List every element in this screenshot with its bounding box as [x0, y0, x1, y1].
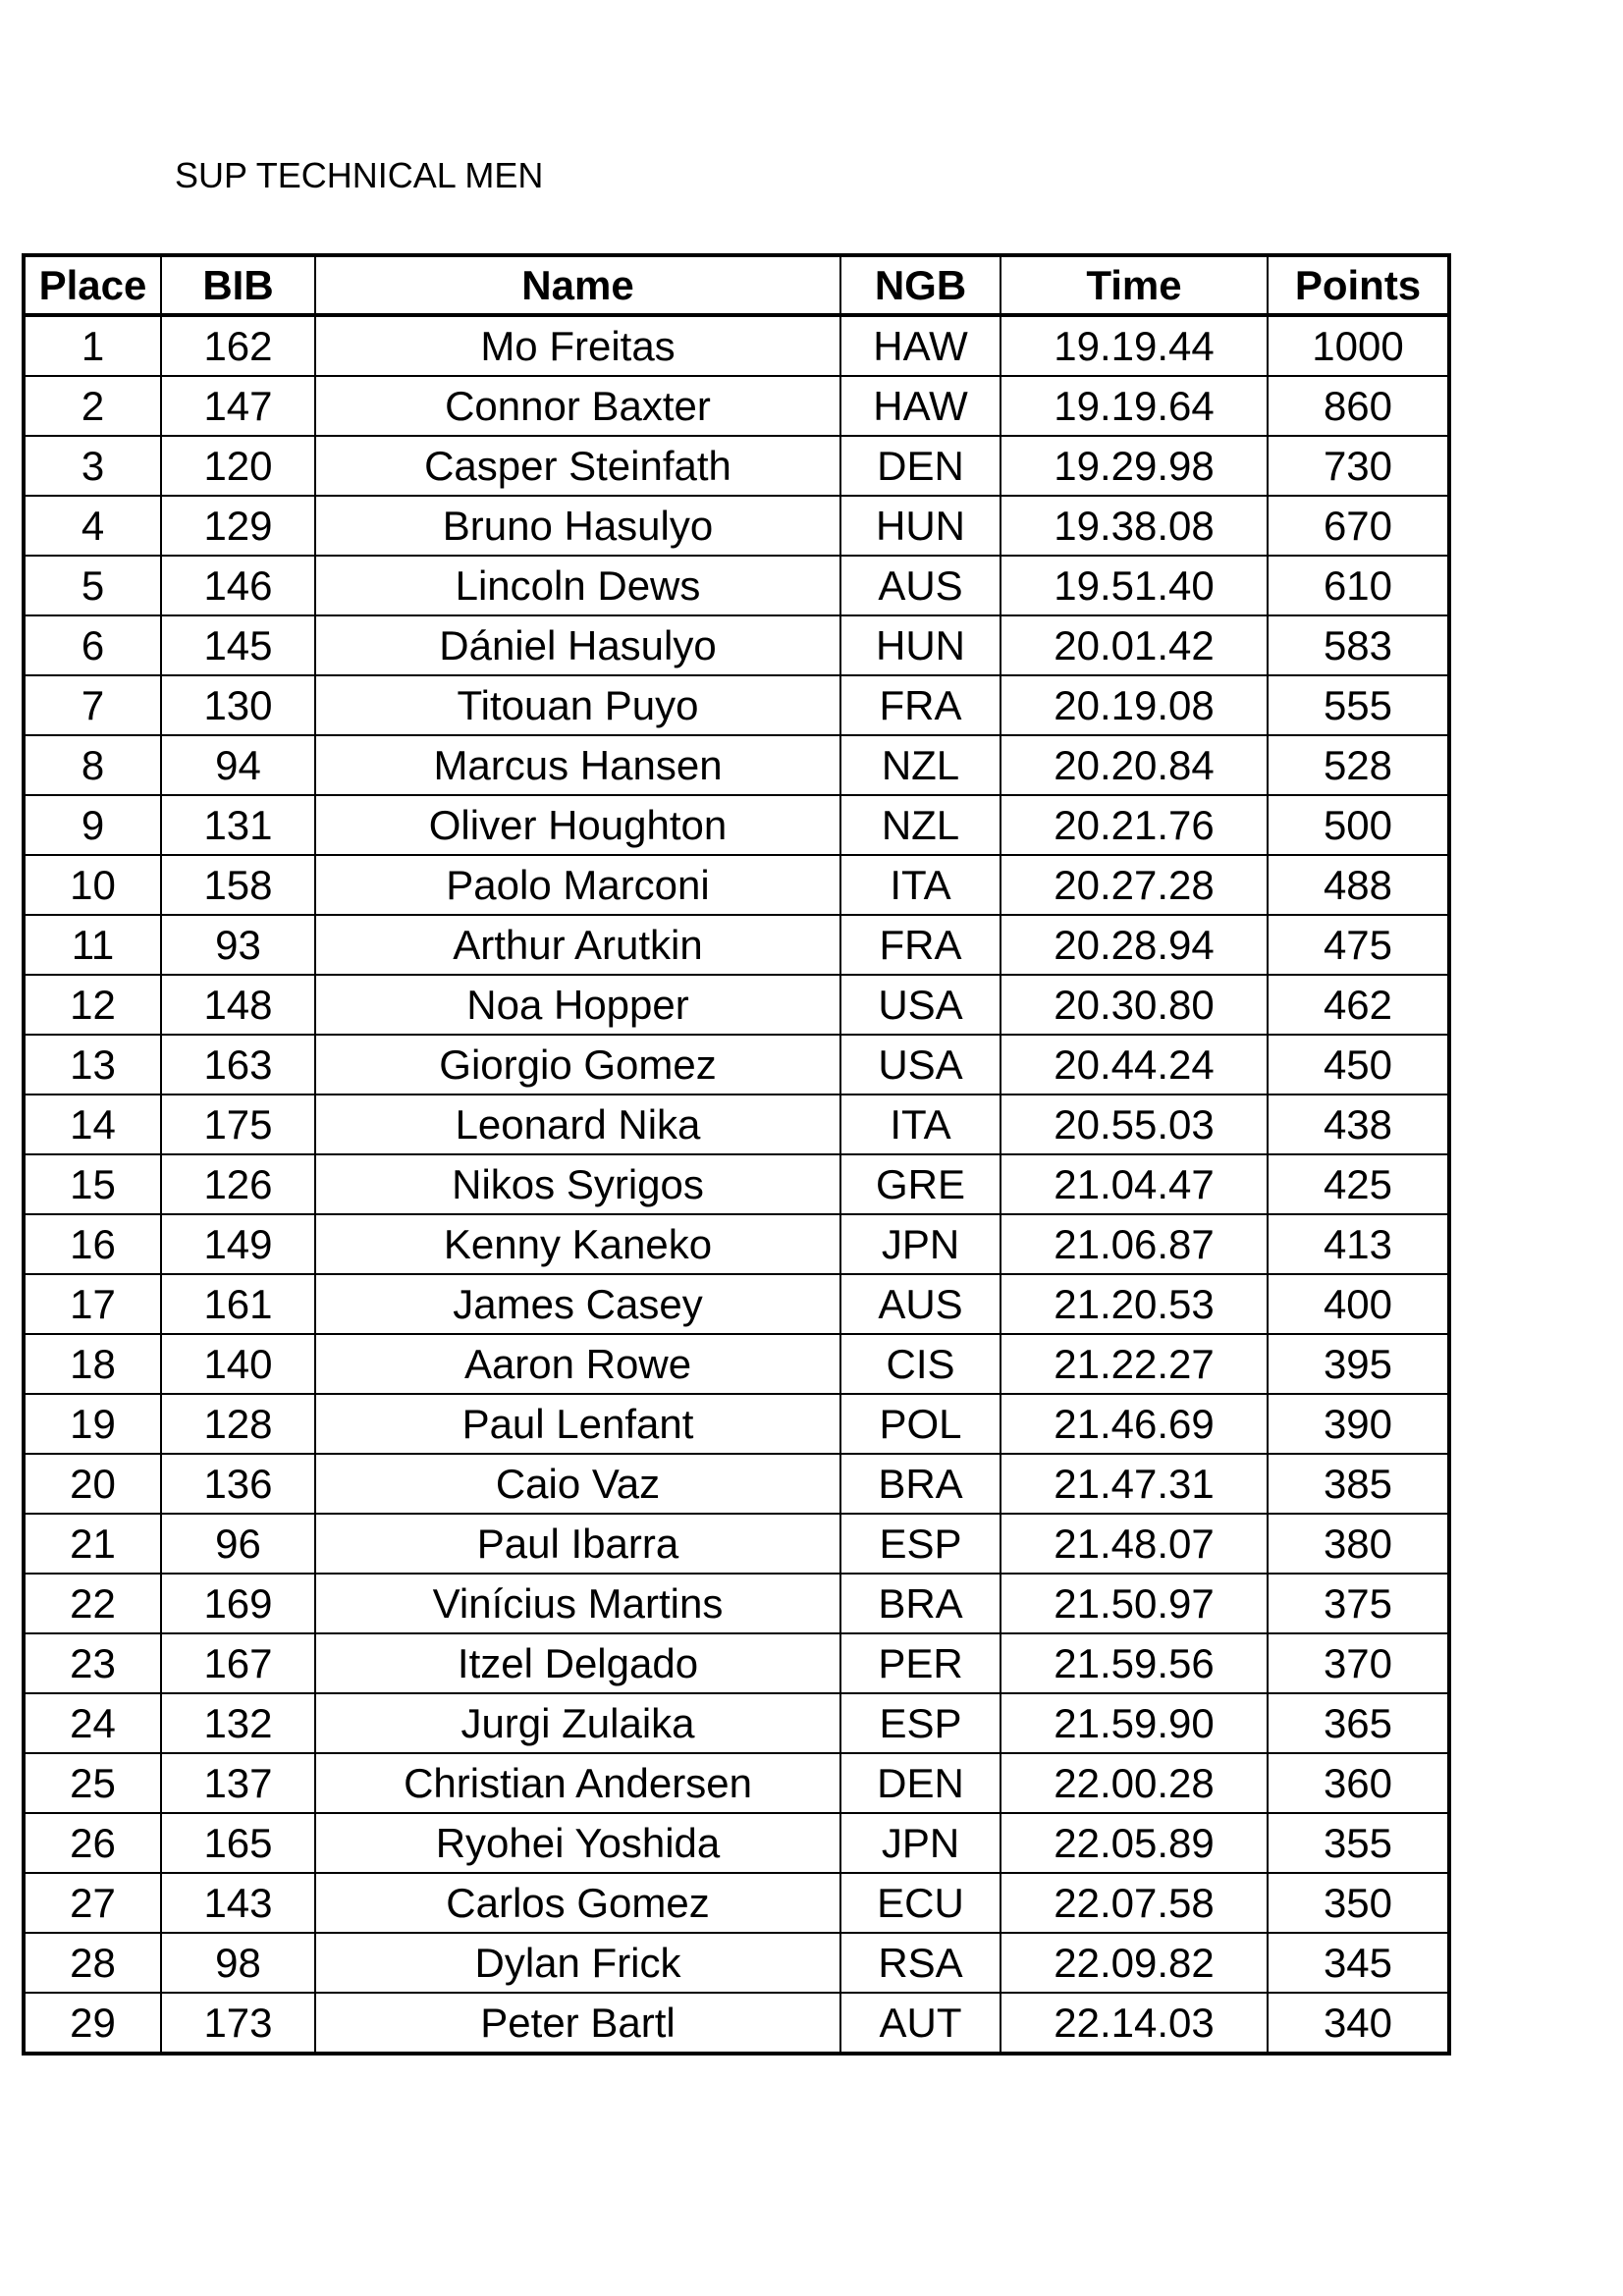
results-table [22, 253, 1451, 2056]
header-bib: BIB [161, 255, 315, 315]
cell-name: Noa Hopper [315, 975, 840, 1035]
cell-bib: 136 [161, 1454, 315, 1514]
cell-ngb: JPN [840, 1214, 1001, 1274]
cell-time: 19.38.08 [1001, 496, 1268, 556]
table-row [24, 1633, 1449, 1693]
cell-points: 370 [1268, 1633, 1449, 1693]
cell-name: Paul Ibarra [315, 1514, 840, 1574]
cell-place: 16 [24, 1214, 161, 1274]
cell-points: 375 [1268, 1574, 1449, 1633]
table-row [24, 795, 1449, 855]
cell-ngb: ITA [840, 1095, 1001, 1154]
cell-points: 425 [1268, 1154, 1449, 1214]
cell-points: 385 [1268, 1454, 1449, 1514]
header-name: Name [315, 255, 840, 315]
header-place: Place [24, 255, 161, 315]
cell-time: 20.28.94 [1001, 915, 1268, 975]
page-title: SUP TECHNICAL MEN [175, 155, 544, 195]
cell-place: 12 [24, 975, 161, 1035]
table-row [24, 1214, 1449, 1274]
cell-place: 17 [24, 1274, 161, 1334]
cell-ngb: NZL [840, 795, 1001, 855]
cell-name: Vinícius Martins [315, 1574, 840, 1633]
cell-place: 19 [24, 1394, 161, 1454]
cell-points: 583 [1268, 615, 1449, 675]
cell-points: 528 [1268, 735, 1449, 795]
cell-bib: 173 [161, 1993, 315, 2054]
table-row [24, 915, 1449, 975]
cell-ngb: ITA [840, 855, 1001, 915]
table-row [24, 315, 1449, 376]
cell-bib: 137 [161, 1753, 315, 1813]
cell-bib: 158 [161, 855, 315, 915]
cell-place: 9 [24, 795, 161, 855]
cell-bib: 163 [161, 1035, 315, 1095]
cell-bib: 147 [161, 376, 315, 436]
cell-ngb: DEN [840, 436, 1001, 496]
cell-ngb: AUS [840, 1274, 1001, 1334]
header-time: Time [1001, 255, 1268, 315]
cell-name: Dániel Hasulyo [315, 615, 840, 675]
table-row [24, 855, 1449, 915]
table-row [24, 1514, 1449, 1574]
cell-time: 21.59.56 [1001, 1633, 1268, 1693]
table-row [24, 376, 1449, 436]
cell-ngb: DEN [840, 1753, 1001, 1813]
cell-time: 21.48.07 [1001, 1514, 1268, 1574]
cell-name: Paolo Marconi [315, 855, 840, 915]
cell-points: 860 [1268, 376, 1449, 436]
cell-ngb: ESP [840, 1514, 1001, 1574]
cell-points: 462 [1268, 975, 1449, 1035]
cell-name: Paul Lenfant [315, 1394, 840, 1454]
cell-bib: 129 [161, 496, 315, 556]
table-row [24, 1753, 1449, 1813]
cell-time: 21.22.27 [1001, 1334, 1268, 1394]
cell-name: Nikos Syrigos [315, 1154, 840, 1214]
cell-time: 20.01.42 [1001, 615, 1268, 675]
table-row [24, 556, 1449, 615]
cell-bib: 126 [161, 1154, 315, 1214]
table-row [24, 1095, 1449, 1154]
cell-points: 355 [1268, 1813, 1449, 1873]
cell-place: 14 [24, 1095, 161, 1154]
cell-time: 19.51.40 [1001, 556, 1268, 615]
cell-place: 26 [24, 1813, 161, 1873]
cell-bib: 165 [161, 1813, 315, 1873]
cell-bib: 96 [161, 1514, 315, 1574]
cell-place: 1 [24, 315, 161, 376]
table-row [24, 1274, 1449, 1334]
cell-time: 20.55.03 [1001, 1095, 1268, 1154]
cell-points: 610 [1268, 556, 1449, 615]
results-body [24, 315, 1449, 2054]
cell-bib: 130 [161, 675, 315, 735]
cell-time: 22.09.82 [1001, 1933, 1268, 1993]
cell-points: 488 [1268, 855, 1449, 915]
cell-points: 730 [1268, 436, 1449, 496]
cell-place: 22 [24, 1574, 161, 1633]
cell-ngb: ECU [840, 1873, 1001, 1933]
cell-place: 10 [24, 855, 161, 915]
table-row [24, 1813, 1449, 1873]
cell-bib: 146 [161, 556, 315, 615]
cell-time: 22.05.89 [1001, 1813, 1268, 1873]
cell-name: Caio Vaz [315, 1454, 840, 1514]
cell-points: 340 [1268, 1993, 1449, 2054]
cell-bib: 93 [161, 915, 315, 975]
cell-bib: 143 [161, 1873, 315, 1933]
cell-points: 350 [1268, 1873, 1449, 1933]
cell-bib: 149 [161, 1214, 315, 1274]
cell-ngb: NZL [840, 735, 1001, 795]
cell-name: Itzel Delgado [315, 1633, 840, 1693]
cell-time: 19.29.98 [1001, 436, 1268, 496]
cell-ngb: FRA [840, 675, 1001, 735]
table-row [24, 1454, 1449, 1514]
table-row [24, 1035, 1449, 1095]
cell-bib: 167 [161, 1633, 315, 1693]
cell-ngb: BRA [840, 1454, 1001, 1514]
cell-bib: 162 [161, 315, 315, 376]
cell-place: 3 [24, 436, 161, 496]
table-row [24, 1334, 1449, 1394]
cell-bib: 161 [161, 1274, 315, 1334]
cell-points: 390 [1268, 1394, 1449, 1454]
cell-time: 21.47.31 [1001, 1454, 1268, 1514]
table-row [24, 1394, 1449, 1454]
cell-ngb: HUN [840, 615, 1001, 675]
cell-name: Casper Steinfath [315, 436, 840, 496]
cell-points: 670 [1268, 496, 1449, 556]
cell-points: 500 [1268, 795, 1449, 855]
table-row [24, 1933, 1449, 1993]
cell-bib: 140 [161, 1334, 315, 1394]
cell-ngb: JPN [840, 1813, 1001, 1873]
cell-time: 20.19.08 [1001, 675, 1268, 735]
cell-ngb: BRA [840, 1574, 1001, 1633]
cell-name: Bruno Hasulyo [315, 496, 840, 556]
cell-ngb: USA [840, 975, 1001, 1035]
cell-name: Carlos Gomez [315, 1873, 840, 1933]
cell-name: Connor Baxter [315, 376, 840, 436]
cell-points: 360 [1268, 1753, 1449, 1813]
header-points: Points [1268, 255, 1449, 315]
cell-name: Kenny Kaneko [315, 1214, 840, 1274]
cell-points: 395 [1268, 1334, 1449, 1394]
cell-bib: 132 [161, 1693, 315, 1753]
header-row [24, 255, 1449, 315]
cell-place: 4 [24, 496, 161, 556]
cell-points: 1000 [1268, 315, 1449, 376]
cell-name: Titouan Puyo [315, 675, 840, 735]
cell-ngb: HAW [840, 376, 1001, 436]
cell-place: 2 [24, 376, 161, 436]
cell-name: Arthur Arutkin [315, 915, 840, 975]
cell-place: 18 [24, 1334, 161, 1394]
cell-name: Marcus Hansen [315, 735, 840, 795]
cell-time: 21.46.69 [1001, 1394, 1268, 1454]
cell-time: 19.19.64 [1001, 376, 1268, 436]
cell-name: Leonard Nika [315, 1095, 840, 1154]
cell-name: Ryohei Yoshida [315, 1813, 840, 1873]
cell-time: 20.20.84 [1001, 735, 1268, 795]
cell-ngb: HAW [840, 315, 1001, 376]
cell-bib: 120 [161, 436, 315, 496]
cell-place: 24 [24, 1693, 161, 1753]
cell-place: 20 [24, 1454, 161, 1514]
cell-place: 21 [24, 1514, 161, 1574]
cell-place: 6 [24, 615, 161, 675]
cell-place: 7 [24, 675, 161, 735]
table-row [24, 1993, 1449, 2054]
cell-time: 21.50.97 [1001, 1574, 1268, 1633]
cell-points: 555 [1268, 675, 1449, 735]
cell-place: 15 [24, 1154, 161, 1214]
cell-name: Giorgio Gomez [315, 1035, 840, 1095]
cell-ngb: HUN [840, 496, 1001, 556]
table-row [24, 975, 1449, 1035]
cell-points: 438 [1268, 1095, 1449, 1154]
cell-points: 380 [1268, 1514, 1449, 1574]
cell-name: Jurgi Zulaika [315, 1693, 840, 1753]
header-ngb: NGB [840, 255, 1001, 315]
cell-place: 5 [24, 556, 161, 615]
cell-time: 22.00.28 [1001, 1753, 1268, 1813]
table-row [24, 735, 1449, 795]
cell-name: Mo Freitas [315, 315, 840, 376]
cell-bib: 148 [161, 975, 315, 1035]
cell-ngb: RSA [840, 1933, 1001, 1993]
cell-place: 27 [24, 1873, 161, 1933]
cell-ngb: FRA [840, 915, 1001, 975]
cell-name: Peter Bartl [315, 1993, 840, 2054]
cell-ngb: AUT [840, 1993, 1001, 2054]
cell-bib: 131 [161, 795, 315, 855]
table-row [24, 1693, 1449, 1753]
cell-time: 21.20.53 [1001, 1274, 1268, 1334]
cell-ngb: POL [840, 1394, 1001, 1454]
cell-bib: 145 [161, 615, 315, 675]
cell-time: 20.21.76 [1001, 795, 1268, 855]
cell-name: James Casey [315, 1274, 840, 1334]
cell-place: 28 [24, 1933, 161, 1993]
cell-ngb: ESP [840, 1693, 1001, 1753]
cell-name: Aaron Rowe [315, 1334, 840, 1394]
cell-points: 345 [1268, 1933, 1449, 1993]
cell-points: 365 [1268, 1693, 1449, 1753]
cell-place: 29 [24, 1993, 161, 2054]
cell-place: 25 [24, 1753, 161, 1813]
cell-time: 22.14.03 [1001, 1993, 1268, 2054]
table-row [24, 496, 1449, 556]
cell-ngb: USA [840, 1035, 1001, 1095]
cell-time: 20.30.80 [1001, 975, 1268, 1035]
cell-place: 13 [24, 1035, 161, 1095]
cell-points: 413 [1268, 1214, 1449, 1274]
cell-time: 21.04.47 [1001, 1154, 1268, 1214]
cell-name: Dylan Frick [315, 1933, 840, 1993]
cell-time: 19.19.44 [1001, 315, 1268, 376]
cell-time: 20.44.24 [1001, 1035, 1268, 1095]
table-row [24, 1574, 1449, 1633]
cell-points: 400 [1268, 1274, 1449, 1334]
cell-ngb: PER [840, 1633, 1001, 1693]
table-row [24, 436, 1449, 496]
table-row [24, 675, 1449, 735]
cell-place: 23 [24, 1633, 161, 1693]
cell-place: 8 [24, 735, 161, 795]
cell-bib: 175 [161, 1095, 315, 1154]
cell-name: Oliver Houghton [315, 795, 840, 855]
cell-name: Lincoln Dews [315, 556, 840, 615]
cell-ngb: CIS [840, 1334, 1001, 1394]
cell-name: Christian Andersen [315, 1753, 840, 1813]
cell-points: 475 [1268, 915, 1449, 975]
cell-bib: 169 [161, 1574, 315, 1633]
cell-time: 20.27.28 [1001, 855, 1268, 915]
table-row [24, 615, 1449, 675]
cell-place: 11 [24, 915, 161, 975]
cell-time: 22.07.58 [1001, 1873, 1268, 1933]
cell-time: 21.59.90 [1001, 1693, 1268, 1753]
cell-points: 450 [1268, 1035, 1449, 1095]
cell-bib: 98 [161, 1933, 315, 1993]
table-row [24, 1873, 1449, 1933]
cell-bib: 128 [161, 1394, 315, 1454]
cell-time: 21.06.87 [1001, 1214, 1268, 1274]
cell-ngb: GRE [840, 1154, 1001, 1214]
table-row [24, 1154, 1449, 1214]
cell-bib: 94 [161, 735, 315, 795]
cell-ngb: AUS [840, 556, 1001, 615]
